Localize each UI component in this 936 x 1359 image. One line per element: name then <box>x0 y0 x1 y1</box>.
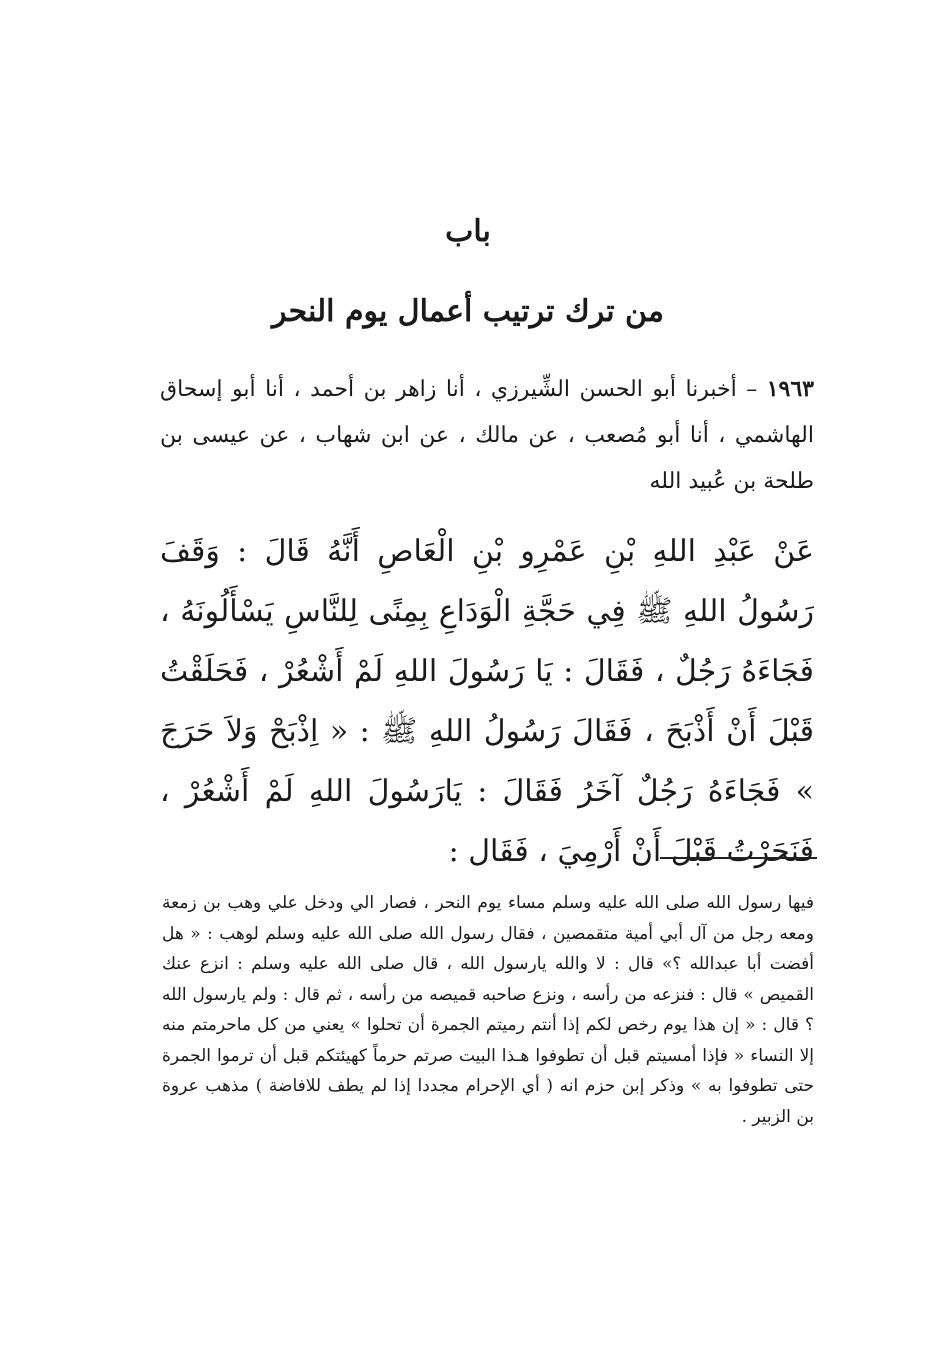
isnad-text: – أخبرنا أبو الحسن الشِّيرزي ، أنا زاهر بن أحمد ، أنا أبو إسحاق الهاشمي ، أنا أبو مُصعب ، عن مالك ، عن ابن شهاب ، عن عيسى بن طلحة بن عُبيد الله <box>160 377 814 494</box>
footnote-divider <box>660 857 817 859</box>
chapter-title: من ترك ترتيب أعمال يوم النحر <box>272 294 664 329</box>
hadith-matn: عَنْ عَبْدِ اللهِ بْنِ عَمْرِو بْنِ الْعَاصِ أَنَّهُ قَالَ : وَقَفَ رَسُولُ اللهِ ﷺ فِي حَجَّةِ الْوَدَاعِ بِمِنًى لِلنَّاسِ يَسْأَلُونَهُ ، فَجَاءَهُ رَجُلٌ ، فَقَالَ : يَا رَسُولَ اللهِ لَمْ أَشْعُرْ ، فَحَلَقْتُ قَبْلَ أَنْ أَذْبَحَ ، فَقَالَ رَسُولُ اللهِ ﷺ : « اِذْبَحْ وَلاَ حَرَجَ » فَجَاءَهُ رَجُلٌ آخَرُ فَقَالَ : يَارَسُولَ اللهِ لَمْ أَشْعُرْ ، فَنَحَرْتُ قَبْلَ أَنْ أَرْمِيَ ، فَقَال : <box>160 534 814 869</box>
footnote-text: فيها رسول الله صلى الله عليه وسلم مساء يوم النحر ، فصار الي ودخل علي وهب بن زمعة ومعه رجل من آل أبي أمية متقمصين ، فقال رسول الله صلى الله عليه وسلم لوهب : « هل أفضت أبا عبدالله ؟» قال : لا والله يارسول الله ، قال صلى الله عليه وسلم : انزع عنك القميص » قال : فنزعه من رأسه ، ونزع صاحبه قميصه من رأسه ، ثم قال : ولم يارسول الله ؟ قال : « إن هذا يوم رخص لكم إذا أنتم رميتم الجمرة أن تحلوا » يعني من كل ماحرمتم منه إلا النساء « فإذا أمسيتم قبل أن تطوفوا هـذا البيت صرتم حرماً كهيئتكم قبل أن ترموا الجمرة حتى تطوفوا به » وذكر إبن حزم انه ( أي الإحرام مجددا إذا لم يطف للافاضة ) مذهب عروة بن الزبير . <box>162 893 814 1127</box>
hadith-number: ١٩٦٣ <box>766 376 814 402</box>
isnad-paragraph <box>160 366 814 505</box>
chapter-label: باب <box>445 214 491 249</box>
